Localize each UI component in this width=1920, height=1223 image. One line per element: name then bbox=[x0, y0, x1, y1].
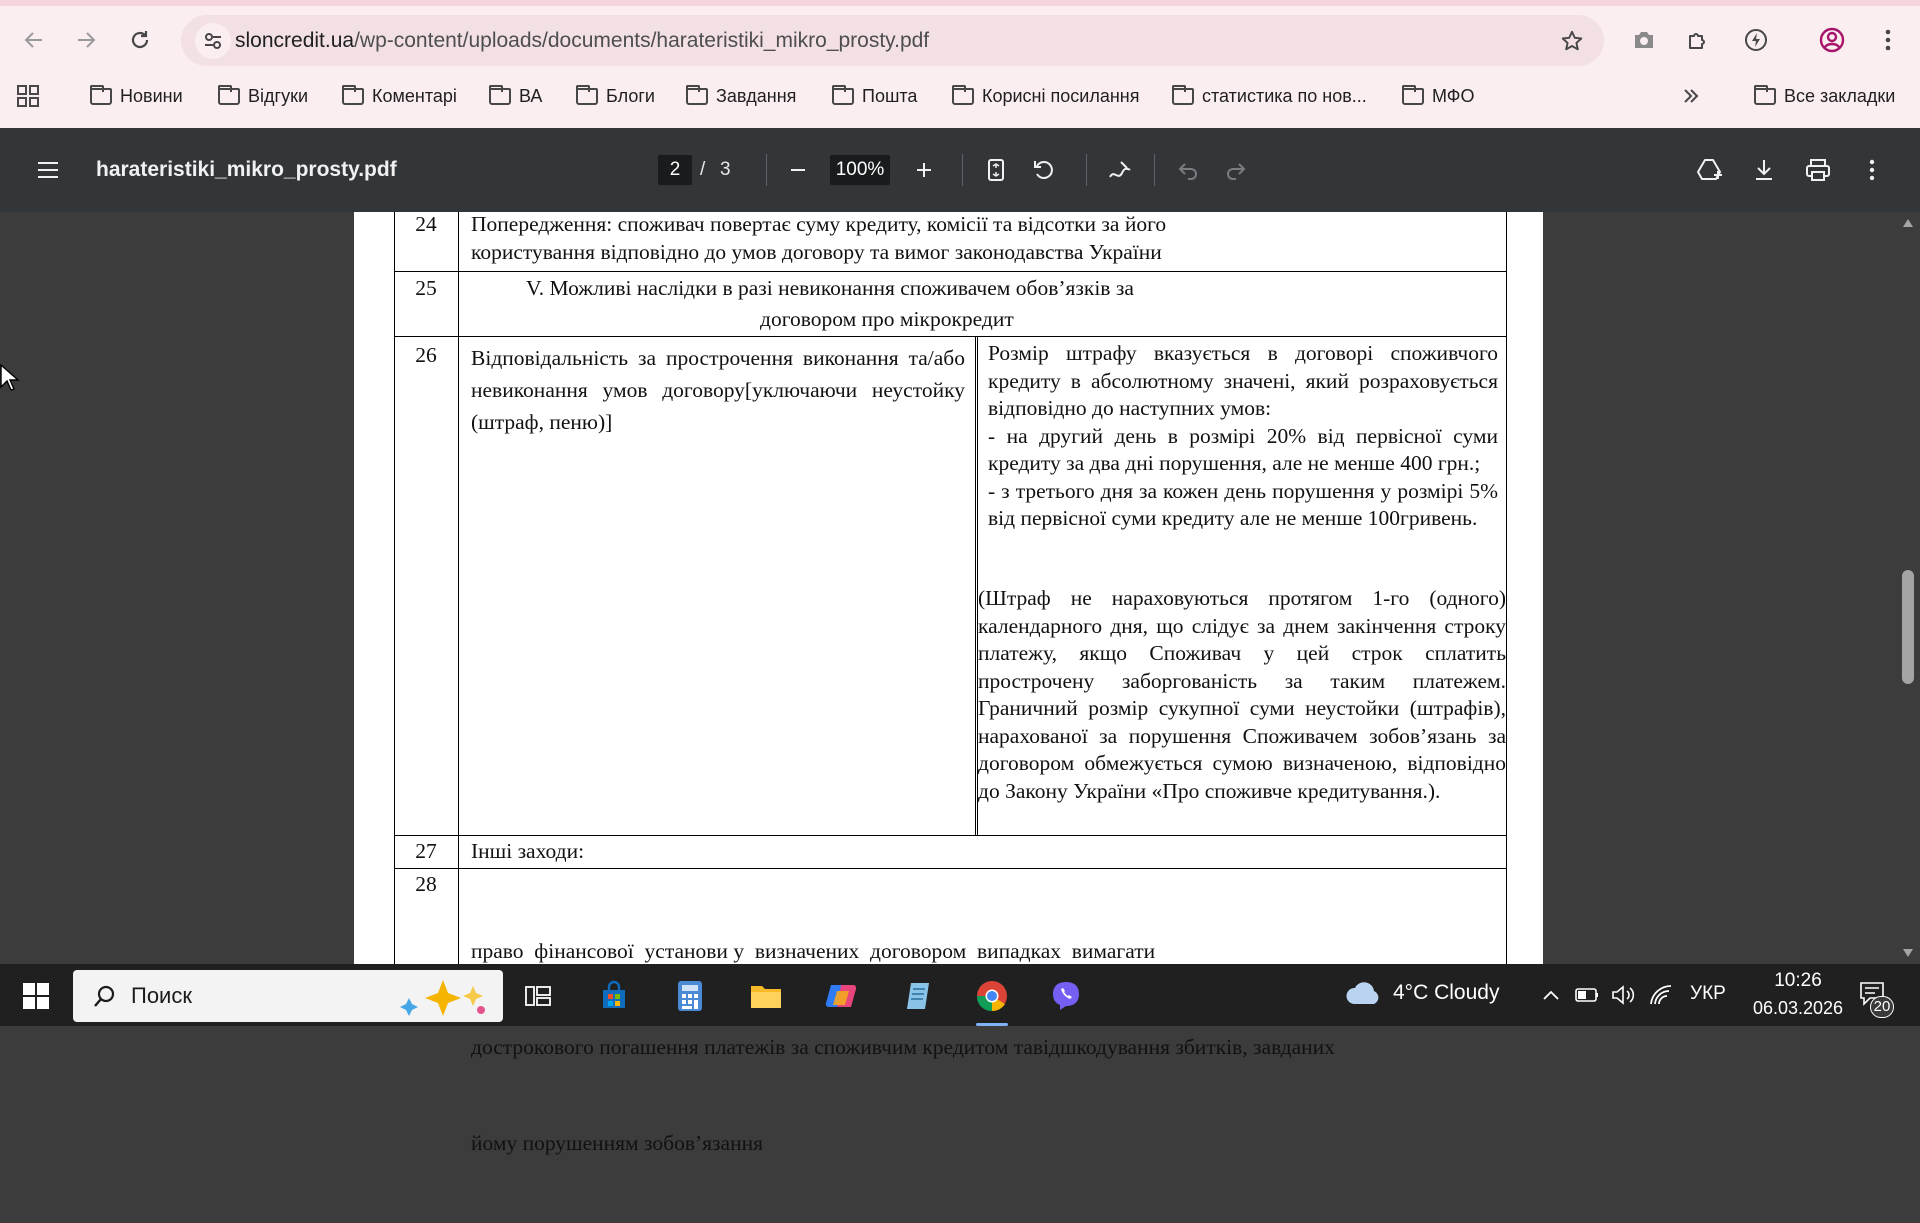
text-line: йому порушенням зобов’язання bbox=[471, 1131, 763, 1155]
copilot-icon bbox=[825, 981, 859, 1011]
task-view-button[interactable] bbox=[512, 970, 564, 1022]
save-to-drive-button[interactable] bbox=[1692, 152, 1728, 188]
table-rule bbox=[394, 271, 1507, 272]
undo-button[interactable] bbox=[1170, 152, 1206, 188]
paragraph: - на другий день в розмірі 20% від первісної суми кредиту за два дні порушення, але не менше 400 грн.; bbox=[988, 423, 1498, 475]
row-26-left-text: Відповідальність за прострочення виконання та/або невиконання умов договору[уключаючи неустойку (штраф, пеню)] bbox=[471, 346, 965, 434]
account-icon bbox=[1818, 26, 1846, 54]
reload-icon bbox=[128, 28, 152, 52]
battery-plug-icon[interactable] bbox=[1574, 984, 1600, 1006]
viber-icon bbox=[1050, 980, 1082, 1012]
calculator-app[interactable] bbox=[664, 970, 716, 1022]
row-number: 25 bbox=[415, 276, 437, 300]
folder-icon bbox=[952, 88, 974, 105]
text-line: дострокового погашення платежів за споживчим кредитом тавідшкодування збитків, завданих bbox=[471, 1035, 1335, 1059]
fit-page-icon bbox=[987, 158, 1005, 182]
bookmark-label: Відгуки bbox=[248, 85, 309, 106]
back-arrow-icon bbox=[23, 29, 45, 51]
folder-explorer-icon bbox=[750, 982, 782, 1010]
bookmark-folder[interactable] bbox=[952, 78, 1139, 114]
chrome-menu-button[interactable] bbox=[1870, 22, 1906, 58]
file-explorer-app[interactable] bbox=[740, 970, 792, 1022]
scroll-down-arrow-icon[interactable] bbox=[1902, 948, 1914, 958]
copilot-app[interactable] bbox=[816, 970, 868, 1022]
forward-arrow-icon bbox=[75, 29, 97, 51]
lightning-icon bbox=[1743, 27, 1769, 53]
bookmark-folder[interactable] bbox=[1172, 78, 1367, 114]
hamburger-menu-icon bbox=[37, 161, 59, 179]
bookmark-folder[interactable] bbox=[832, 78, 917, 114]
bookmark-label: Коментарі bbox=[372, 85, 457, 106]
bookmark-folder[interactable] bbox=[342, 78, 457, 114]
cloud-weather-icon[interactable] bbox=[1344, 978, 1384, 1008]
pen-draw-icon bbox=[1107, 157, 1133, 183]
rotate-button[interactable] bbox=[1026, 152, 1062, 188]
active-app-indicator bbox=[976, 1023, 1008, 1026]
paragraph: - з третього дня за кожен день порушення у розмірі 5% від первісної суми кредиту але не менше 100гривень. bbox=[988, 478, 1498, 530]
drive-add-icon bbox=[1696, 157, 1724, 183]
fit-to-page-button[interactable] bbox=[978, 152, 1014, 188]
windows-taskbar bbox=[0, 964, 1920, 1026]
download-icon bbox=[1753, 158, 1775, 182]
task-view-icon bbox=[524, 984, 552, 1008]
search-placeholder: Поиск bbox=[131, 983, 192, 1008]
reload-button[interactable] bbox=[122, 22, 158, 58]
folder-icon bbox=[218, 88, 240, 105]
toolbar-divider bbox=[1154, 154, 1155, 186]
folder-icon bbox=[342, 88, 364, 105]
text-line: Попередження: споживач повертає суму кредиту, комісії та відсотки за його bbox=[471, 212, 1167, 236]
print-button[interactable] bbox=[1800, 152, 1836, 188]
download-button[interactable] bbox=[1746, 152, 1782, 188]
mouse-cursor-icon bbox=[0, 364, 18, 392]
row-number: 27 bbox=[415, 839, 437, 863]
folder-icon bbox=[576, 88, 598, 105]
redo-icon bbox=[1225, 161, 1247, 179]
chrome-app[interactable] bbox=[966, 970, 1018, 1022]
wifi-icon[interactable] bbox=[1648, 984, 1674, 1006]
bookmark-label: МФО bbox=[1432, 85, 1475, 106]
text-line: право фінансової установи у визначених договором випадках вимагати bbox=[471, 939, 1156, 963]
table-rule bbox=[1506, 212, 1507, 964]
table-rule bbox=[394, 835, 1507, 836]
viber-app[interactable] bbox=[1040, 970, 1092, 1022]
scrollbar-thumb[interactable] bbox=[1902, 570, 1914, 684]
tune-icon bbox=[202, 30, 224, 52]
folder-icon bbox=[489, 88, 511, 105]
folder-icon bbox=[686, 88, 708, 105]
clock-time[interactable]: 10:26 bbox=[1774, 970, 1822, 991]
search-icon bbox=[93, 984, 117, 1008]
folder-icon bbox=[832, 88, 854, 105]
apps-grid-icon bbox=[16, 84, 40, 108]
printer-icon bbox=[1805, 158, 1831, 182]
notification-count-badge: 20 bbox=[1870, 996, 1894, 1018]
star-icon bbox=[1560, 29, 1584, 53]
url-domain: sloncredit.ua bbox=[235, 29, 355, 52]
rotate-icon bbox=[1031, 157, 1057, 183]
bookmark-folder[interactable] bbox=[90, 78, 183, 114]
chevron-up-icon[interactable] bbox=[1542, 988, 1560, 1002]
puzzle-icon bbox=[1686, 28, 1710, 52]
pdf-toolbar bbox=[0, 128, 1920, 212]
table-rule bbox=[458, 212, 459, 964]
bookmark-label: Завдання bbox=[716, 85, 797, 106]
taskbar-search[interactable] bbox=[73, 970, 503, 1022]
table-rule bbox=[394, 336, 1507, 337]
apps-button[interactable] bbox=[16, 78, 40, 114]
bookmark-folder[interactable] bbox=[576, 78, 655, 114]
bookmark-label: статистика по нов... bbox=[1202, 85, 1367, 106]
forward-button[interactable] bbox=[68, 22, 104, 58]
toolbar-divider bbox=[1086, 154, 1087, 186]
plus-icon bbox=[915, 161, 933, 179]
toolbar-divider bbox=[766, 154, 767, 186]
browser-chrome bbox=[0, 0, 1920, 128]
extensions-button[interactable] bbox=[1680, 22, 1716, 58]
row-26-right-text bbox=[988, 340, 1498, 533]
notepad-icon bbox=[903, 981, 933, 1011]
performance-button[interactable] bbox=[1738, 22, 1774, 58]
toolbar-divider bbox=[962, 154, 963, 186]
row-26-note: (Штраф не нараховуються протягом 1-го (одного) календарного дня, що слідує за днем закінчення строку платежу, якщо Споживач у цей строк сплатить прострочену заборгованість за таким платежем. Граничний розмір сукупної суми неустойки (штрафів), нарахованої за порушення Споживачем зобов’язань за договором обмежується сумою визначеною, відповідно до Закону України «Про споживче кредитування.). bbox=[978, 586, 1506, 803]
chevron-double-right-icon bbox=[1682, 87, 1700, 105]
clock-date[interactable]: 06.03.2026 bbox=[1752, 998, 1844, 1018]
weather-text[interactable]: 4°C Cloudy bbox=[1393, 981, 1500, 1004]
undo-icon bbox=[1177, 161, 1199, 179]
folder-icon bbox=[1402, 88, 1424, 105]
row-28-text bbox=[471, 871, 1335, 1223]
screenshot-button[interactable] bbox=[1626, 22, 1662, 58]
text-line: користування відповідно до умов договору та вимог законодавства України bbox=[471, 239, 1162, 264]
address-bar[interactable] bbox=[181, 15, 1604, 66]
calculator-icon bbox=[677, 980, 703, 1012]
all-bookmarks-label: Все закладки bbox=[1784, 85, 1896, 106]
folder-icon bbox=[1172, 88, 1194, 105]
pdf-filename: harateristiki_mikro_prosty.pdf bbox=[96, 158, 397, 181]
windows-logo-icon bbox=[23, 983, 49, 1009]
notepad-app[interactable] bbox=[892, 970, 944, 1022]
kebab-menu-icon bbox=[1869, 159, 1875, 181]
section-heading: договором про мікрокредит bbox=[760, 307, 1014, 331]
input-language[interactable]: УКР bbox=[1690, 983, 1726, 1004]
page-number-input[interactable]: 2 bbox=[658, 155, 692, 185]
bookmark-label: Блоги bbox=[606, 85, 655, 106]
annotate-button[interactable] bbox=[1102, 152, 1138, 188]
bookmark-label: ВА bbox=[519, 85, 543, 106]
bookmark-label: Новини bbox=[120, 85, 183, 106]
pdf-more-actions-button[interactable] bbox=[1854, 152, 1890, 188]
section-heading: V. Можливі наслідки в разі невиконання споживачем обов’язків за bbox=[526, 276, 1134, 300]
volume-icon[interactable] bbox=[1610, 984, 1636, 1006]
pdf-sidebar-menu-button[interactable] bbox=[30, 152, 66, 188]
bookmark-folder[interactable] bbox=[1402, 78, 1474, 114]
bookmark-folder[interactable] bbox=[218, 78, 308, 114]
zoom-in-button[interactable] bbox=[906, 152, 942, 188]
bookmark-label: Пошта bbox=[862, 85, 918, 106]
bookmark-star-button[interactable] bbox=[1558, 27, 1586, 55]
page-separator: / bbox=[700, 159, 706, 180]
camera-icon bbox=[1632, 29, 1656, 51]
folder-icon bbox=[90, 88, 112, 105]
bookmark-folder[interactable] bbox=[686, 78, 796, 114]
table-rule bbox=[975, 337, 976, 835]
zoom-out-button[interactable] bbox=[780, 152, 816, 188]
chrome-icon bbox=[976, 980, 1008, 1012]
paragraph: Розмір штрафу вказується в договорі споживчого кредиту в абсолютному значені, який розраховується відповідно до наступних умов: bbox=[988, 341, 1498, 420]
url-text[interactable] bbox=[235, 15, 929, 66]
copilot-sparkle-icon bbox=[393, 976, 493, 1018]
row-number: 28 bbox=[415, 872, 437, 896]
row-24-text bbox=[471, 211, 1166, 266]
site-info-button[interactable] bbox=[195, 23, 231, 59]
zoom-level-input[interactable]: 100% bbox=[830, 155, 890, 185]
row-number: 24 bbox=[415, 212, 437, 236]
more-bookmarks-button[interactable] bbox=[1682, 78, 1700, 114]
folder-icon bbox=[1754, 88, 1776, 105]
start-button[interactable] bbox=[10, 970, 62, 1022]
scroll-up-arrow-icon[interactable] bbox=[1902, 218, 1914, 228]
profile-button[interactable] bbox=[1814, 22, 1850, 58]
row-27-text: Інші заходи: bbox=[471, 839, 585, 863]
url-path: /wp-content/uploads/documents/harateristiki_mikro_prosty.pdf bbox=[354, 29, 930, 52]
bookmark-folder[interactable] bbox=[489, 78, 542, 114]
kebab-menu-icon bbox=[1885, 28, 1891, 52]
microsoft-store-icon bbox=[599, 981, 629, 1011]
row-number: 26 bbox=[415, 343, 437, 367]
back-button[interactable] bbox=[16, 22, 52, 58]
page-total: 3 bbox=[720, 159, 731, 180]
tab-strip-edge bbox=[0, 0, 1920, 6]
bookmark-label: Корисні посилання bbox=[982, 85, 1140, 106]
all-bookmarks-folder[interactable] bbox=[1754, 78, 1895, 114]
minus-icon bbox=[789, 161, 807, 179]
store-app[interactable] bbox=[588, 970, 640, 1022]
table-rule bbox=[394, 868, 1507, 869]
redo-button[interactable] bbox=[1218, 152, 1254, 188]
